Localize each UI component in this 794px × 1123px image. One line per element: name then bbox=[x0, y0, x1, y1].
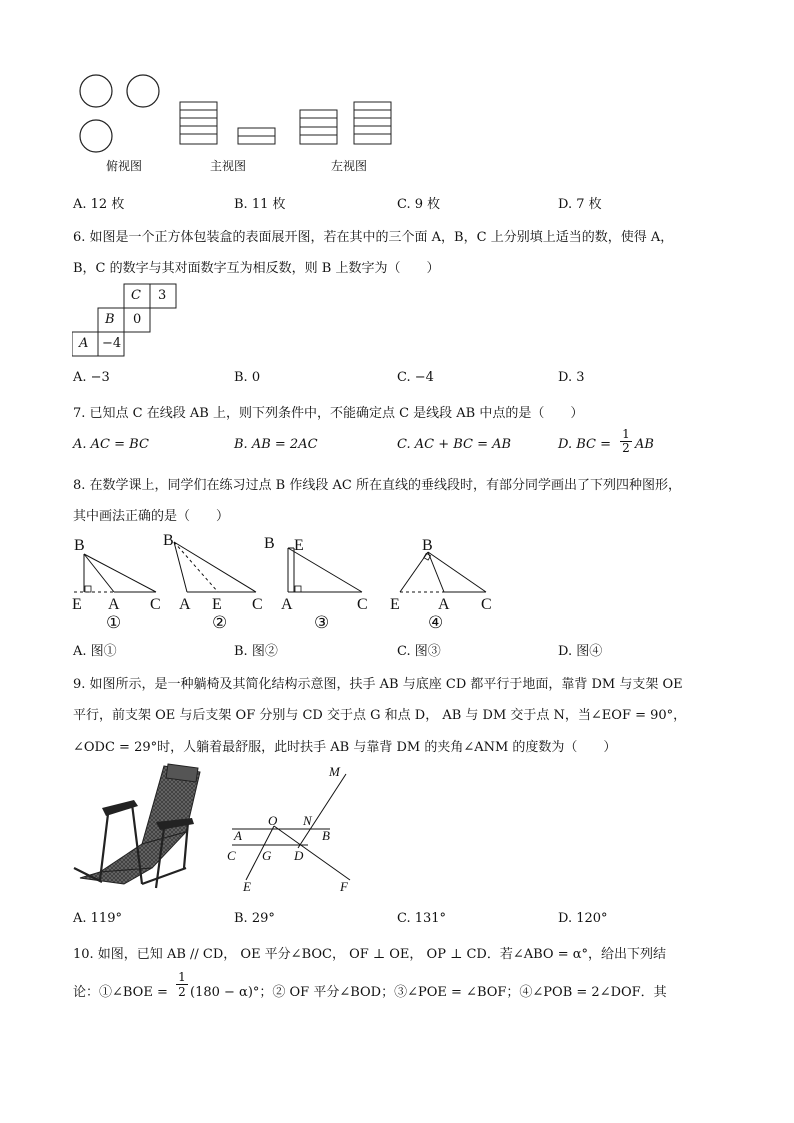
net-face-c: C bbox=[131, 288, 141, 303]
q8-figures bbox=[66, 530, 506, 632]
q5-option-a: A. 12 枚 bbox=[73, 197, 125, 212]
svg-text:A: A bbox=[179, 596, 191, 613]
svg-text:E: E bbox=[390, 596, 400, 613]
svg-text:C: C bbox=[150, 596, 161, 613]
figure-label-1: ① bbox=[106, 613, 122, 632]
left-view bbox=[300, 102, 391, 144]
svg-text:C: C bbox=[227, 848, 236, 863]
q6-stem-line2: B，C 的数字与其对面数字互为相反数，则 B 上数字为（ ） bbox=[73, 261, 440, 276]
svg-text:E: E bbox=[72, 596, 82, 613]
figure-label-3: ③ bbox=[314, 613, 330, 632]
q8-option-a: A. 图① bbox=[73, 644, 117, 659]
svg-text:O: O bbox=[268, 813, 278, 828]
svg-text:B: B bbox=[74, 537, 85, 554]
view-label-front: 主视图 bbox=[210, 159, 247, 173]
svg-text:C: C bbox=[357, 596, 368, 613]
q9-option-c: C. 131° bbox=[397, 911, 447, 926]
figure-3 bbox=[264, 535, 368, 613]
q7-option-d-tail: AB bbox=[635, 437, 654, 452]
q8-option-d: D. 图④ bbox=[558, 644, 603, 659]
q5-option-c: C. 9 枚 bbox=[397, 197, 441, 212]
top-view-circle bbox=[80, 75, 112, 107]
q6-option-c: C. −4 bbox=[397, 370, 434, 385]
q10-stem-line2b: (180 − α)°；② OF 平分∠BOD；③∠POE = ∠BOF；④∠POB = 2∠DOF．其 bbox=[190, 985, 667, 1000]
q10-stem-line2a: 论：①∠BOE = bbox=[73, 985, 168, 1000]
svg-text:A: A bbox=[108, 596, 120, 613]
q7-option-b: B. AB = 2AC bbox=[234, 437, 318, 452]
net-value-a-opposite: −4 bbox=[102, 336, 122, 351]
figure-4 bbox=[390, 537, 492, 613]
svg-text:A: A bbox=[234, 828, 242, 843]
fraction-denominator: 2 bbox=[620, 441, 632, 455]
svg-text:E: E bbox=[294, 537, 304, 554]
svg-text:A: A bbox=[438, 596, 450, 613]
q6-option-b: B. 0 bbox=[234, 370, 261, 385]
figure-label-2: ② bbox=[212, 613, 228, 632]
q8-stem-line2: 其中画法正确的是（ ） bbox=[73, 509, 230, 524]
q6-option-a: A. −3 bbox=[73, 370, 110, 385]
cube-net bbox=[72, 283, 182, 359]
svg-text:N: N bbox=[303, 813, 312, 828]
q10-fraction bbox=[176, 970, 188, 999]
q9-stem-line1: 9. 如图所示，是一种躺椅及其简化结构示意图，扶手 AB 与底座 CD 都平行于地面，靠背 DM 与支架 OE bbox=[73, 677, 683, 692]
q9-option-d: D. 120° bbox=[558, 911, 608, 926]
q8-stem-line1: 8. 在数学课上，同学们在练习过点 B 作线段 AC 所在直线的垂线段时，有部分同学画出了下列四种图形， bbox=[73, 478, 681, 493]
fraction-numerator: 1 bbox=[178, 970, 186, 984]
fraction-numerator: 1 bbox=[622, 427, 630, 441]
q8-option-b: B. 图② bbox=[234, 644, 278, 659]
top-view-circle bbox=[127, 75, 159, 107]
svg-text:B: B bbox=[264, 535, 275, 552]
net-face-a: A bbox=[79, 336, 89, 351]
q10-stem-line1: 10. 如图，已知 AB // CD， OE 平分∠BOC， OF ⊥ OE， OP ⊥ CD．若∠ABO = α°，给出下列结 bbox=[73, 947, 666, 962]
recliner-photo bbox=[72, 760, 212, 900]
q7-option-d: D. BC = bbox=[558, 437, 611, 452]
svg-text:M: M bbox=[329, 764, 340, 779]
q7-option-a: A. AC = BC bbox=[73, 437, 149, 452]
view-label-top: 俯视图 bbox=[106, 159, 143, 173]
q9-stem-line2: 平行，前支架 OE 与后支架 OF 分别与 CD 交于点 G 和点 D， AB 与 DM 交于点 N，当∠EOF = 90°， bbox=[73, 708, 687, 723]
svg-text:B: B bbox=[322, 828, 330, 843]
q8-option-c: C. 图③ bbox=[397, 644, 441, 659]
q7-option-c: C. AC + BC = AB bbox=[397, 437, 512, 452]
front-view bbox=[180, 102, 275, 144]
net-value-b-opposite: 0 bbox=[133, 312, 142, 327]
svg-text:A: A bbox=[281, 596, 293, 613]
q5-option-d: D. 7 枚 bbox=[558, 197, 602, 212]
q9-option-a: A. 119° bbox=[73, 911, 122, 926]
q7-fraction bbox=[620, 428, 632, 455]
svg-text:E: E bbox=[212, 596, 222, 613]
svg-text:B: B bbox=[163, 532, 174, 549]
svg-text:E: E bbox=[243, 879, 251, 894]
figure-label-4: ④ bbox=[428, 613, 444, 632]
svg-text:C: C bbox=[481, 596, 492, 613]
q6-option-d: D. 3 bbox=[558, 370, 585, 385]
q9-stem-line3: ∠ODC = 29°时，人躺着最舒服，此时扶手 AB 与靠背 DM 的夹角∠ANM 的度数为（ ） bbox=[73, 740, 617, 755]
recliner-diagram bbox=[222, 760, 362, 895]
net-face-b: B bbox=[105, 312, 115, 327]
figure-1 bbox=[72, 537, 161, 613]
net-value-c-opposite: 3 bbox=[158, 288, 167, 303]
q7-stem: 7. 已知点 C 在线段 AB 上，则下列条件中，不能确定点 C 是线段 AB 中点的是（ ） bbox=[73, 406, 584, 421]
q5-option-b: B. 11 枚 bbox=[234, 197, 286, 212]
svg-text:F: F bbox=[340, 879, 348, 894]
top-view-circle bbox=[80, 120, 112, 152]
svg-text:C: C bbox=[252, 596, 263, 613]
q6-stem-line1: 6. 如图是一个正方体包装盒的表面展开图，若在其中的三个面 A，B，C 上分别填上适当的数，使得 A， bbox=[73, 230, 674, 245]
q9-option-b: B. 29° bbox=[234, 911, 275, 926]
figure-2 bbox=[163, 532, 263, 613]
svg-text:B: B bbox=[422, 537, 433, 554]
view-label-left: 左视图 bbox=[331, 159, 368, 173]
svg-text:G: G bbox=[262, 848, 272, 863]
fraction-denominator: 2 bbox=[176, 984, 188, 999]
svg-text:D: D bbox=[294, 848, 304, 863]
